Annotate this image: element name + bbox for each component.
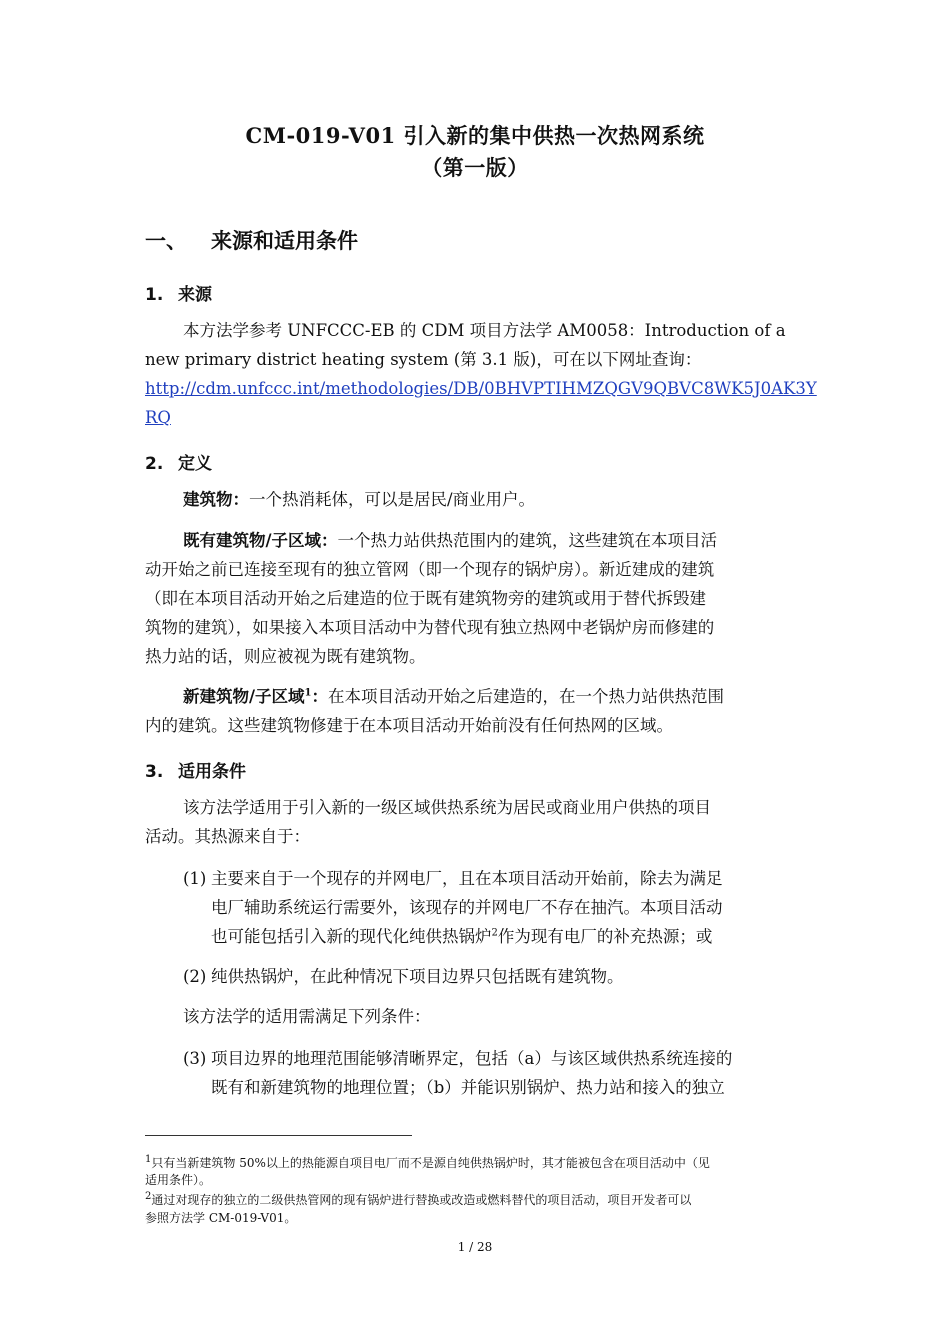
footnote-1-cont: 适用条件）。 bbox=[145, 1173, 212, 1187]
subsection-heading-applicability bbox=[145, 757, 246, 782]
footnote-ref[interactable]: 2 bbox=[491, 927, 498, 939]
list-item-line: 纯供热锅炉，在此种情况下项目边界只包括既有建筑物。 bbox=[211, 967, 624, 986]
definition-text: 一个热消耗体，可以是居民/商业用户。 bbox=[249, 490, 536, 509]
definition-term: 既有建筑物/子区域： bbox=[183, 531, 338, 550]
subsection-title: 适用条件 bbox=[178, 762, 246, 782]
paragraph-line: 筑物的建筑），如果接入本项目活动中为替代现有独立热网中老锅炉房而修建的 bbox=[145, 618, 715, 637]
subsection-title: 来源 bbox=[178, 285, 212, 305]
list-number: (2) bbox=[183, 967, 207, 986]
paragraph-line: 活动。其热源来自于： bbox=[145, 827, 310, 846]
paragraph-line: 该方法学适用于引入新的一级区域供热系统为居民或商业用户供热的项目 bbox=[183, 798, 711, 817]
section-title: 来源和适用条件 bbox=[211, 228, 358, 253]
footnote-2-cont: 参照方法学 CM-019-V01。 bbox=[145, 1211, 297, 1225]
footnote-ref[interactable]: 1 bbox=[304, 687, 312, 699]
definition-term: 新建筑物/子区域 bbox=[183, 687, 305, 706]
list-number: (3) bbox=[183, 1049, 207, 1068]
footnote-2: $^2$通过对现存的独立的二级供热管网的现有锅炉进行替换或改造或燃料替代的项目活动，项目开发者可以 bbox=[145, 1191, 692, 1207]
definition-existing bbox=[183, 530, 717, 552]
subsection-heading-definitions bbox=[145, 449, 212, 474]
methodology-link[interactable]: http://cdm.unfccc.int/methodologies/DB/0BHVPTIHMZQGV9QBVC8WK5J0AK3Y bbox=[145, 379, 817, 398]
paragraph-line: 该方法学的适用需满足下列条件： bbox=[183, 1007, 431, 1026]
list-item-line: 项目边界的地理范围能够清晰界定，包括（a）与该区域供热系统连接的 bbox=[211, 1049, 733, 1068]
list-item-line: 也可能包括引入新的现代化纯供热锅炉$^2$作为现有电厂的补充热源；或 bbox=[211, 927, 713, 946]
footnote-1: $^1$只有当新建筑物 50%以上的热能源自项目电厂而不是源自纯供热锅炉时，其才能被包含在项目活动中（见 bbox=[145, 1154, 710, 1170]
document-title: CM-019-V01 引入新的集中供热一次热网系统 bbox=[245, 123, 705, 148]
paragraph-line: 热力站的话，则应被视为既有建筑物。 bbox=[145, 647, 426, 666]
definition-text: 在本项目活动开始之后建造的，在一个热力站供热范围 bbox=[328, 687, 724, 706]
document-version: （第一版） bbox=[421, 155, 529, 180]
paragraph-line: 动开始之前已连接至现有的独立管网（即一个现存的锅炉房）。新近建成的建筑 bbox=[145, 560, 715, 579]
list-item-line: 既有和新建筑物的地理位置；（b）并能识别锅炉、热力站和接入的独立 bbox=[211, 1078, 725, 1097]
list-item-line: 主要来自于一个现存的并网电厂，且在本项目活动开始前，除去为满足 bbox=[211, 869, 723, 888]
definition-text: 一个热力站供热范围内的建筑，这些建筑在本项目活 bbox=[337, 531, 718, 550]
subsection-number: 2. bbox=[145, 454, 164, 474]
definition-term: 建筑物： bbox=[183, 490, 249, 509]
paragraph-line: 内的建筑。这些建筑物修建于在本项目活动开始前没有任何热网的区域。 bbox=[145, 716, 673, 735]
paragraph-line: 本方法学参考 UNFCCC-EB 的 CDM 项目方法学 AM0058：Introduction of a bbox=[183, 321, 786, 340]
footnote-mark: 2 bbox=[145, 1191, 152, 1202]
definition-new: 新建筑物/子区域$^1$：在本项目活动开始之后建造的，在一个热力站供热范围 bbox=[183, 687, 724, 706]
subsection-title: 定义 bbox=[178, 454, 212, 474]
paragraph-line: （即在本项目活动开始之后建造的位于既有建筑物旁的建筑或用于替代拆毁建 bbox=[145, 589, 706, 608]
footnote-mark: 1 bbox=[145, 1154, 152, 1165]
section-heading bbox=[145, 225, 358, 255]
paragraph-line: new primary district heating system (第 3.1 版)，可在以下网址查询： bbox=[145, 350, 702, 369]
subsection-number: 3. bbox=[145, 762, 164, 782]
methodology-link-cont[interactable]: RQ bbox=[145, 408, 171, 427]
subsection-number: 1. bbox=[145, 285, 164, 305]
page-number: 1 / 28 bbox=[457, 1240, 493, 1254]
definition-building bbox=[183, 489, 535, 511]
subsection-heading-source bbox=[145, 280, 212, 305]
footnote-divider bbox=[145, 1135, 412, 1136]
section-number: 一、 bbox=[145, 228, 187, 253]
list-number: (1) bbox=[183, 869, 207, 888]
list-item-line: 电厂辅助系统运行需要外，该现存的并网电厂不存在抽汽。本项目活动 bbox=[211, 898, 723, 917]
